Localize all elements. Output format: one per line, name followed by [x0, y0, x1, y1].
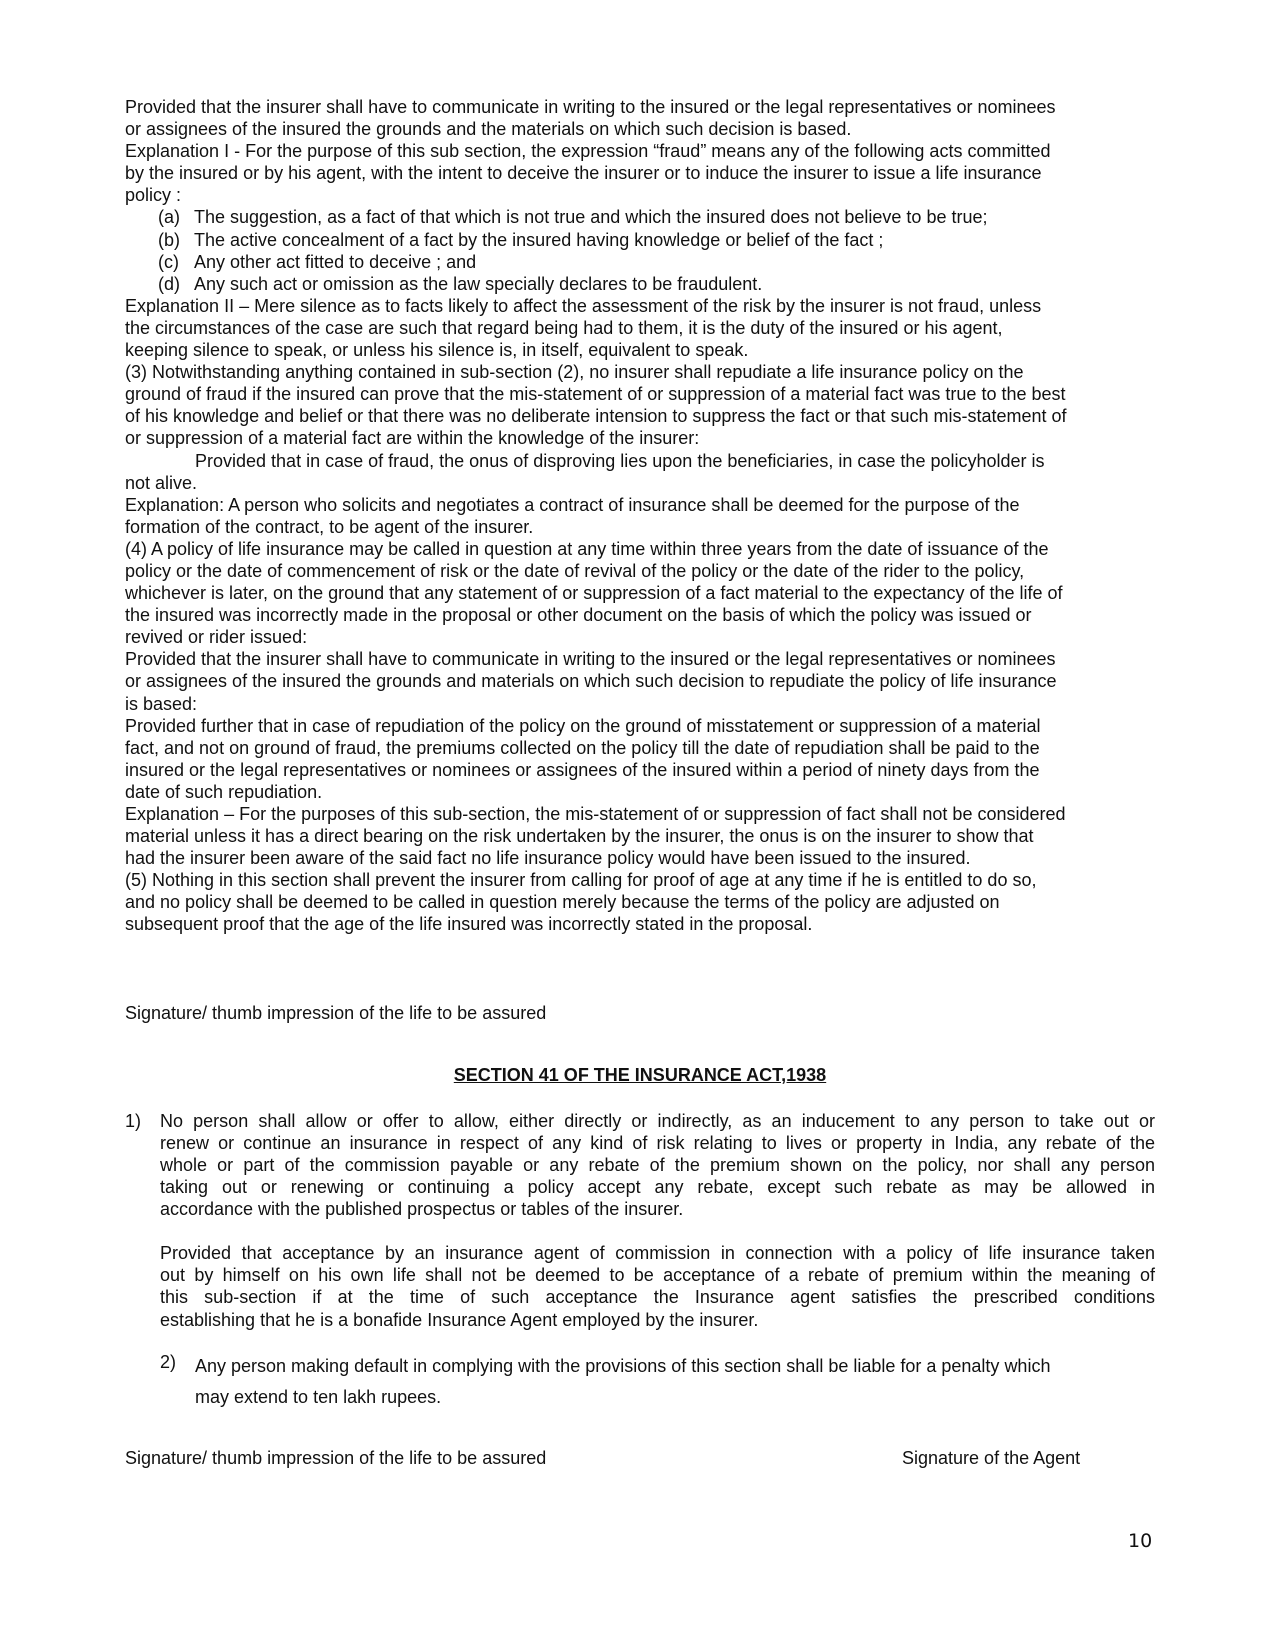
document-page — [125, 96, 1155, 1469]
text-line: the insured was incorrectly made in the proposal or other document on the basis of which the policy was issued or — [125, 605, 1032, 626]
proviso-line: Provided that in case of fraud, the onus of disproving lies upon the beneficiaries, in case the policyholder is — [195, 450, 1045, 471]
text-line: the circumstances of the case are such that regard being had to them, it is the duty of the insured or his agent, — [125, 317, 1003, 338]
text-line: Explanation I - For the purpose of this sub section, the expression “fraud” means any of the following acts committed — [125, 141, 1051, 162]
section-45-continuation — [125, 96, 1155, 936]
item-number: 2) — [160, 1351, 177, 1372]
list-label: (c) — [158, 251, 179, 272]
text-line: Any person making default in complying with the provisions of this section shall be liable for a penalty which — [195, 1355, 1051, 1376]
proviso-line: this sub-section if at the time of such acceptance the Insurance agent satisfies the prescribed conditions — [160, 1287, 1155, 1308]
section-41-item-2 — [125, 1351, 1155, 1413]
text-line: Explanation: A person who solicits and negotiates a contract of insurance shall be deemed for the purpose of the — [125, 494, 1020, 515]
text-line: not alive. — [125, 472, 198, 493]
list-label: (a) — [158, 207, 180, 228]
text-line: Explanation II – Mere silence as to facts likely to affect the assessment of the risk by the insurer is not fraud, unless — [125, 295, 1042, 316]
text-line: ground of fraud if the insured can prove that the mis-statement of or suppression of a material fact was true to the best — [125, 384, 1066, 405]
section-41-item-1 — [125, 1110, 1155, 1331]
signature-life-assured-2: Signature/ thumb impression of the life to be assured — [125, 1447, 547, 1468]
text-line: policy : — [125, 185, 182, 206]
text-line: date of such repudiation. — [125, 781, 323, 802]
text-line: Provided further that in case of repudiation of the policy on the ground of misstatement or suppression of a material — [125, 715, 1041, 736]
text-line: policy or the date of commencement of risk or the date of revival of the policy or the date of the rider to the policy, — [125, 560, 1025, 581]
fraud-acts-list — [125, 206, 1155, 294]
text-line: whichever is later, on the ground that any statement of or suppression of a fact material to the expectancy of the life of — [125, 583, 1063, 604]
text-line: material unless it has a direct bearing on the risk undertaken by the insurer, the onus is on the insurer to show that — [125, 826, 1034, 847]
section-41-heading: SECTION 41 OF THE INSURANCE ACT,1938 — [453, 1064, 827, 1085]
text-line: revived or rider issued: — [125, 627, 308, 648]
list-item — [125, 273, 1155, 295]
list-text: Any other act fitted to deceive ; and — [194, 251, 477, 272]
text-line: (3) Notwithstanding anything contained in sub-section (2), no insurer shall repudiate a life insurance policy on the — [125, 362, 1024, 383]
text-line: whole or part of the commission payable or any rebate of the premium shown on the policy, nor shall any person — [160, 1154, 1155, 1175]
list-text: The suggestion, as a fact of that which is not true and which the insured does not believe to be true; — [194, 207, 988, 228]
item-number: 1) — [125, 1110, 142, 1131]
page-number: 10 — [1128, 1530, 1153, 1552]
text-line: is based: — [125, 693, 198, 714]
list-text: Any such act or omission as the law specially declares to be fraudulent. — [194, 273, 763, 294]
text-line: renew or continue an insurance in respect of any kind of risk relating to lives or property in India, any rebate of the — [160, 1132, 1155, 1153]
text-line: Explanation – For the purposes of this sub-section, the mis-statement of or suppression of fact shall not be considered — [125, 804, 1066, 824]
text-line: keeping silence to speak, or unless his silence is, in itself, equivalent to speak. — [125, 340, 749, 361]
text-line: insured or the legal representatives or nominees or assignees of the insured within a period of ninety days from the — [125, 759, 1040, 780]
list-label: (d) — [158, 273, 180, 294]
text-line: or assignees of the insured the grounds and the materials on which such decision is based. — [125, 119, 852, 140]
text-line: No person shall allow or offer to allow, either directly or indirectly, as an inducement to any person to take out or — [160, 1110, 1155, 1131]
text-line: formation of the contract, to be agent of the insurer. — [125, 516, 534, 537]
signature-row — [125, 1447, 1155, 1469]
signature-life-assured-1: Signature/ thumb impression of the life to be assured — [125, 1002, 547, 1023]
text-line: of his knowledge and belief or that there was no deliberate intension to suppress the fact or that such mis-statement of — [125, 406, 1067, 427]
text-line: had the insurer been aware of the said fact no life insurance policy would have been issued to the insured. — [125, 848, 971, 869]
signature-agent: Signature of the Agent — [902, 1447, 1081, 1468]
text-line: Provided that the insurer shall have to communicate in writing to the insured or the legal representatives or nominees — [125, 649, 1056, 670]
text-line: and no policy shall be deemed to be called in question merely because the terms of the policy are adjusted on — [125, 892, 1000, 913]
list-item — [125, 229, 1155, 251]
text-line: Provided that the insurer shall have to communicate in writing to the insured or the legal representatives or nominees — [125, 97, 1056, 117]
text-line: (4) A policy of life insurance may be called in question at any time within three years from the date of issuance of the — [125, 538, 1049, 559]
list-item — [125, 251, 1155, 273]
list-label: (b) — [158, 229, 180, 250]
text-line: may extend to ten lakh rupees. — [195, 1386, 442, 1407]
proviso-line: out by himself on his own life shall not be deemed to be acceptance of a rebate of premium within the meaning of — [160, 1265, 1155, 1286]
list-item — [125, 206, 1155, 228]
text-line: fact, and not on ground of fraud, the premiums collected on the policy till the date of repudiation shall be paid to the — [125, 737, 1040, 758]
text-line: subsequent proof that the age of the life insured was incorrectly stated in the proposal. — [125, 914, 813, 935]
proviso-line: establishing that he is a bonafide Insurance Agent employed by the insurer. — [160, 1309, 759, 1330]
text-line: by the insured or by his agent, with the intent to deceive the insurer or to induce the insurer to issue a life insurance — [125, 163, 1042, 184]
list-text: The active concealment of a fact by the insured having knowledge or belief of the fact ; — [194, 229, 884, 250]
text-line: (5) Nothing in this section shall prevent the insurer from calling for proof of age at any time if he is entitled to do so, — [125, 870, 1037, 891]
text-line: accordance with the published prospectus or tables of the insurer. — [160, 1199, 684, 1220]
text-line: or assignees of the insured the grounds and materials on which such decision to repudiate the policy of life insurance — [125, 671, 1057, 692]
proviso-line: Provided that acceptance by an insurance agent of commission in connection with a policy of life insurance taken — [160, 1243, 1155, 1264]
text-line: or suppression of a material fact are within the knowledge of the insurer: — [125, 428, 700, 449]
text-line: taking out or renewing or continuing a policy accept any rebate, except such rebate as may be allowed in — [160, 1177, 1155, 1198]
